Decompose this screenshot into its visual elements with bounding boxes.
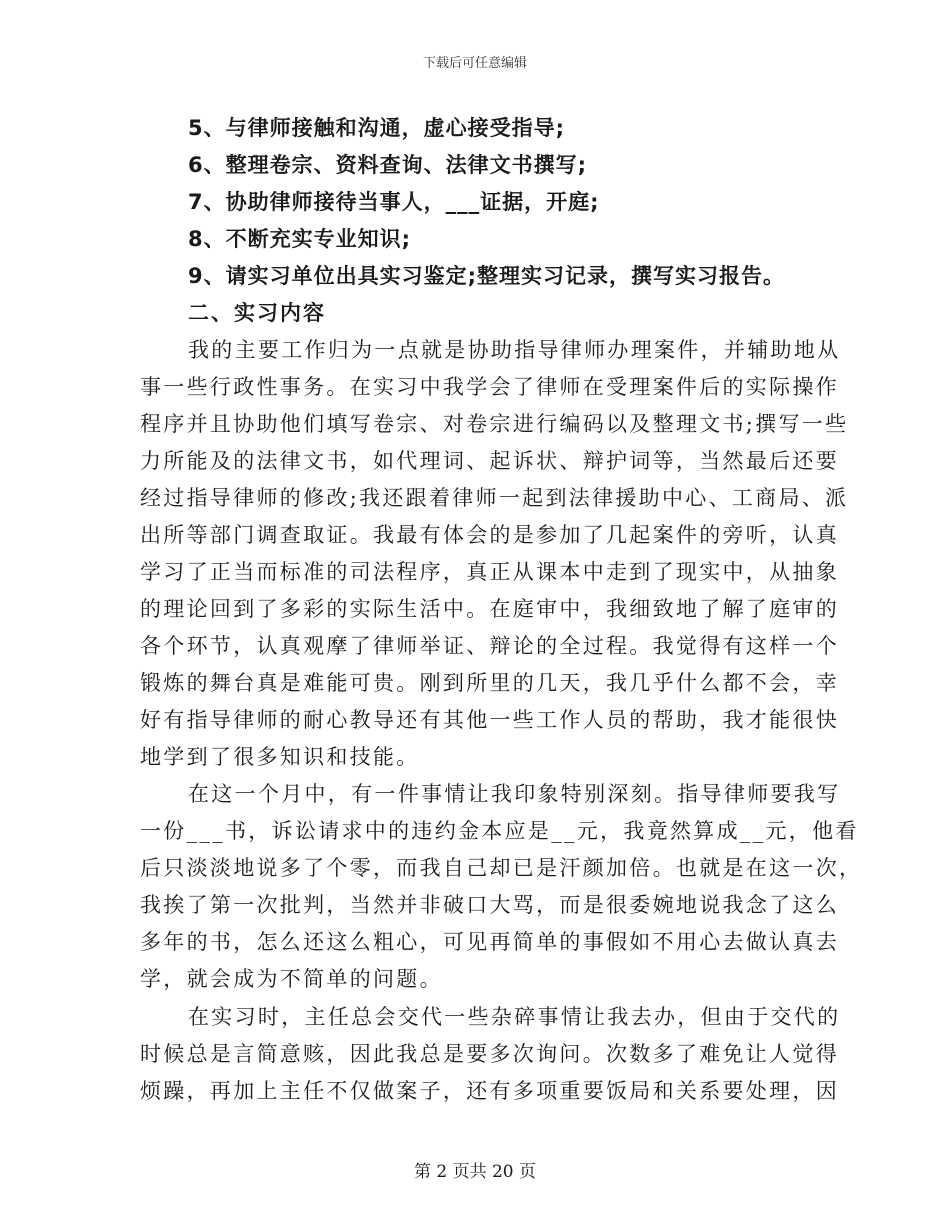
paragraph-line: 时候总是言简意赅，因此我总是要多次询问。次数多了难免让人觉得 bbox=[140, 1042, 839, 1066]
paragraph-line: 后只淡淡地说多了个零，而我自己却已是汗颜加倍。也就是在这一次， bbox=[140, 856, 863, 880]
paragraph-line: 程序并且协助他们填写卷宗、对卷宗进行编码以及整理文书;撰写一些 bbox=[140, 412, 849, 436]
paragraph-line: 锻炼的舞台真是难能可贵。刚到所里的几天，我几乎什么都不会，幸 bbox=[140, 671, 839, 695]
paragraph-memorable-event bbox=[140, 776, 863, 998]
paragraph-line: 烦躁，再加上主任不仅做案子，还有多项重要饭局和关系要处理，因 bbox=[140, 1079, 839, 1103]
paragraph-line: 多年的书，怎么还这么粗心，可见再简单的事假如不用心去做认真去 bbox=[140, 930, 839, 954]
list-item: 9、请实习单位出具实习鉴定;整理实习记录，撰写实习报告。 bbox=[188, 264, 786, 288]
paragraph-line: 一份___书，诉讼请求中的违约金本应是__元，我竟然算成__元，他看 bbox=[140, 819, 859, 843]
page-footer: 第 2 页共 20 页 bbox=[413, 1162, 537, 1182]
task-list bbox=[188, 110, 828, 295]
paragraph-line: 各个环节，认真观摩了律师举证、辩论的全过程。我觉得有这样一个 bbox=[140, 634, 839, 658]
paragraph-line: 好有指导律师的耐心教导还有其他一些工作人员的帮助，我才能很快 bbox=[140, 708, 839, 732]
list-item: 7、协助律师接待当事人，___证据，开庭; bbox=[188, 190, 600, 214]
paragraph-line: 的理论回到了多彩的实际生活中。在庭审中，我细致地了解了庭审的 bbox=[140, 597, 839, 621]
paragraph-line: 地学到了很多知识和技能。 bbox=[140, 745, 420, 769]
paragraph-line: 经过指导律师的修改;我还跟着律师一起到法律援助中心、工商局、派 bbox=[140, 486, 849, 510]
list-item: 5、与律师接触和沟通，虚心接受指导; bbox=[188, 116, 566, 140]
paragraph-errands bbox=[140, 999, 841, 1110]
list-item: 6、整理卷宗、资料查询、法律文书撰写; bbox=[188, 153, 588, 177]
page-header: 下载后可任意编辑 bbox=[422, 56, 527, 71]
paragraph-line: 在实习时，主任总会交代一些杂碎事情让我去办，但由于交代的 bbox=[188, 1005, 841, 1029]
list-item: 8、不断充实专业知识; bbox=[188, 227, 412, 251]
section-heading: 二、实习内容 bbox=[188, 301, 326, 325]
paragraph-line: 学，就会成为不简单的问题。 bbox=[140, 967, 443, 991]
paragraph-line: 学习了正当而标准的司法程序，真正从课本中走到了现实中，从抽象 bbox=[140, 560, 839, 584]
paragraph-line: 力所能及的法律文书，如代理词、起诉状、辩护词等，当然最后还要 bbox=[140, 449, 839, 473]
paragraph-line: 我的主要工作归为一点就是协助指导律师办理案件，并辅助地从 bbox=[188, 338, 841, 362]
paragraph-line: 我挨了第一次批判，当然并非破口大骂，而是很委婉地说我念了这么 bbox=[140, 893, 839, 917]
paragraph-line: 在这一个月中，有一件事情让我印象特别深刻。指导律师要我写 bbox=[188, 782, 841, 806]
paragraph-line: 出所等部门调查取证。我最有体会的是参加了几起案件的旁听，认真 bbox=[140, 523, 839, 547]
paragraph-line: 事一些行政性事务。在实习中我学会了律师在受理案件后的实际操作 bbox=[140, 375, 839, 399]
paragraph-work-content bbox=[140, 332, 849, 776]
